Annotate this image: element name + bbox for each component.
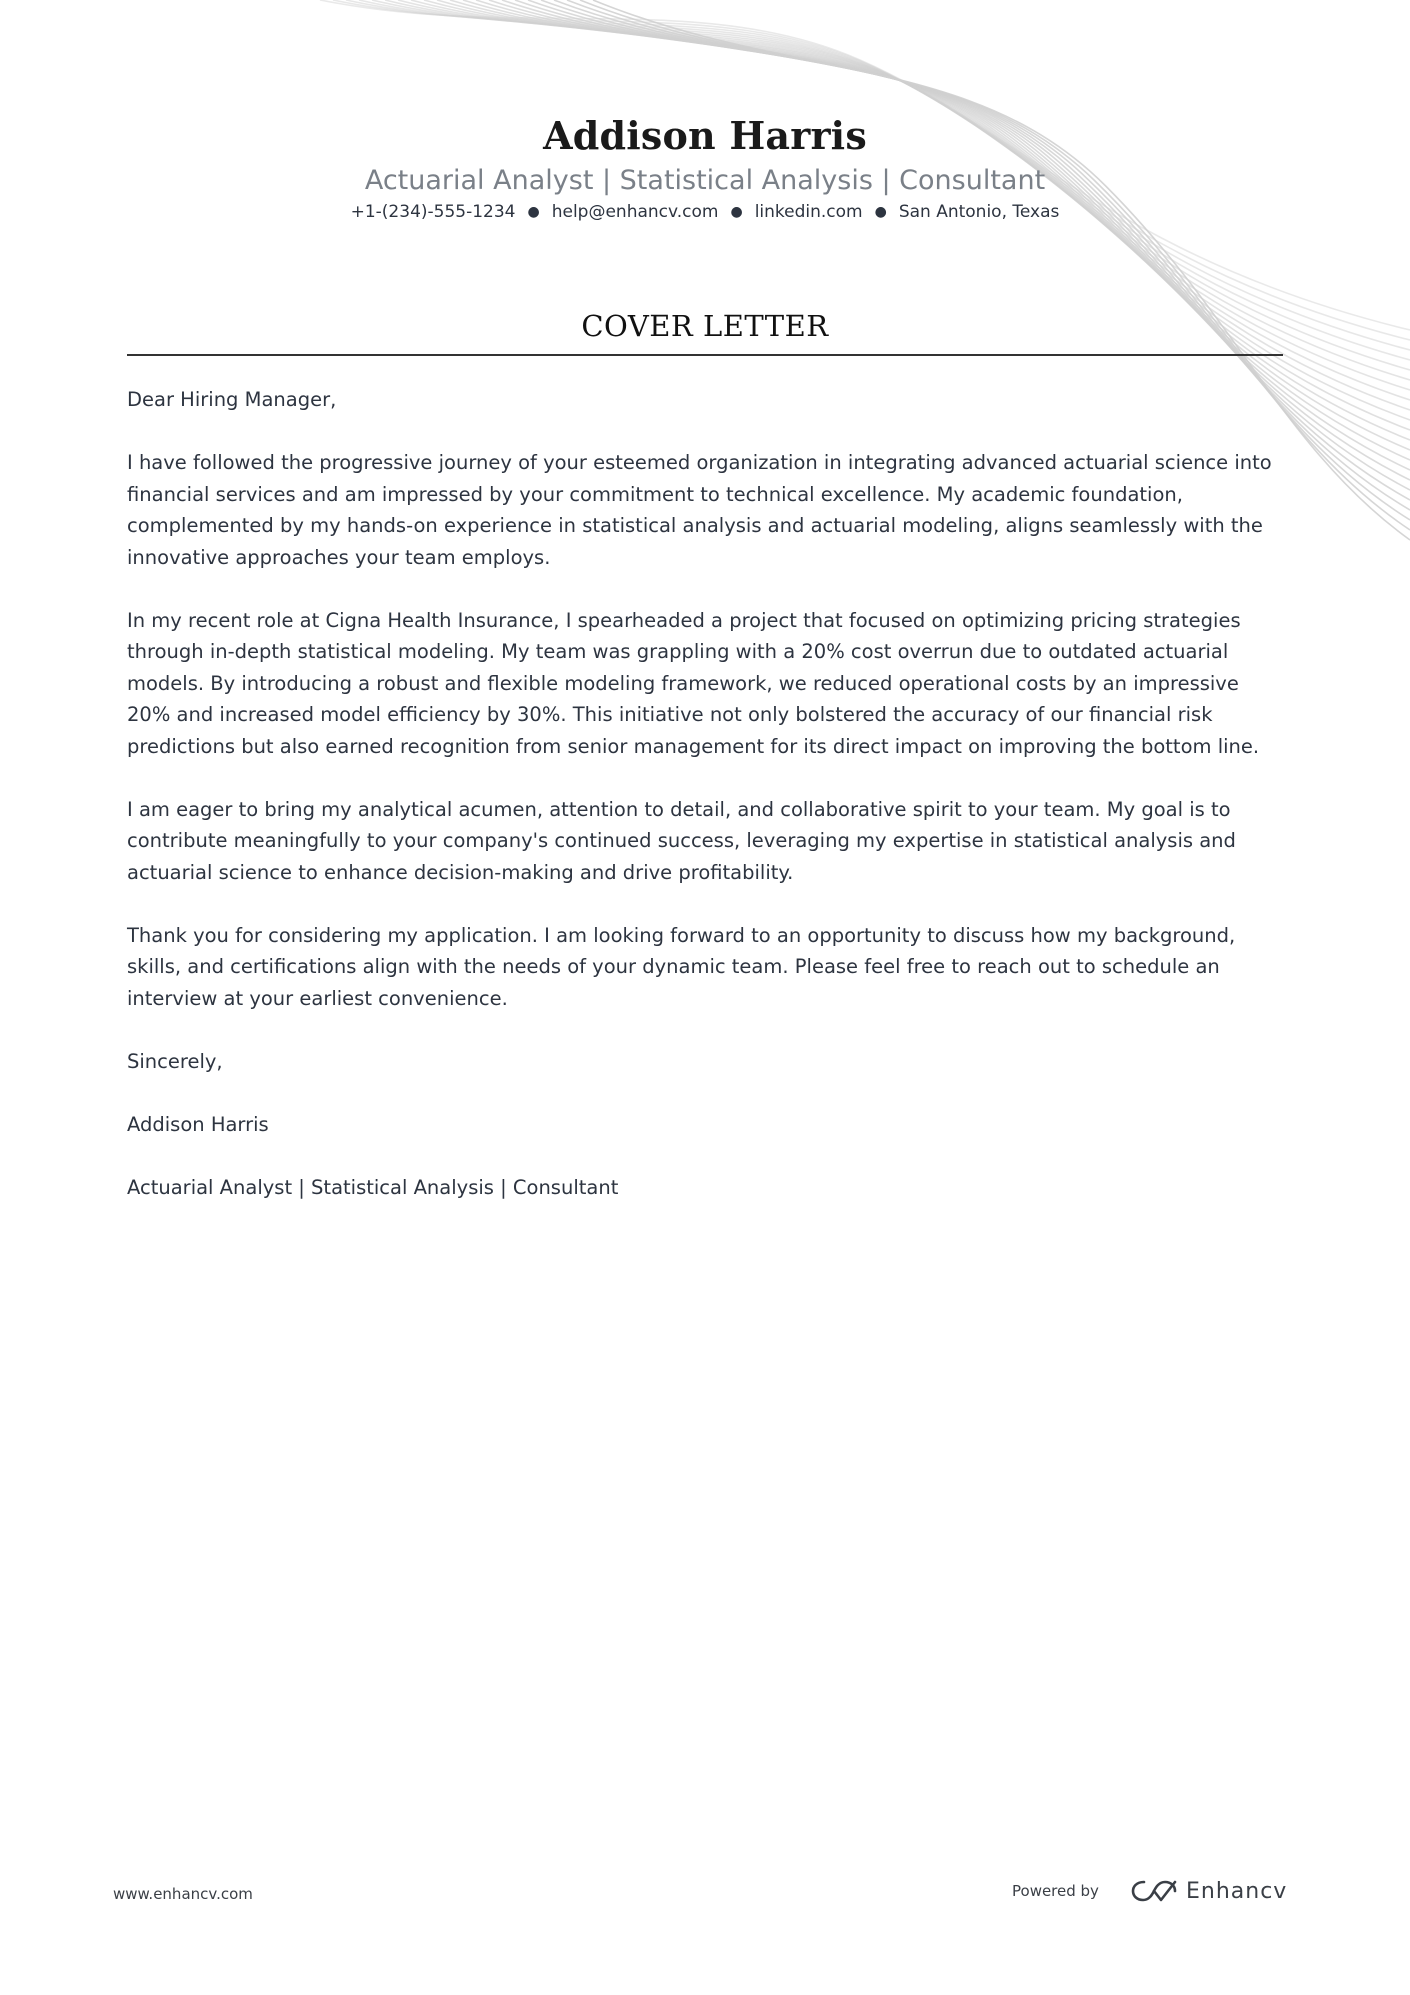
contact-phone: +1-(234)-555-1234 (350, 202, 516, 222)
brand-name: Enhancv (1186, 1878, 1288, 1904)
powered-by-label: Powered by (1012, 1882, 1099, 1900)
applicant-name: Addison Harris (543, 113, 867, 158)
contact-linkedin[interactable]: linkedin.com (754, 202, 863, 222)
section-divider (127, 354, 1283, 356)
separator-dot: ● (527, 204, 540, 220)
footer-website-link[interactable]: www.enhancv.com (113, 1885, 253, 1903)
wave-line (476, 0, 1410, 450)
separator-dot: ● (730, 204, 743, 220)
enhancv-logo-icon (1130, 1878, 1178, 1904)
letter-paragraph: I am eager to bring my analytical acumen, attention to detail, and collaborative spirit to your team. My goal is to contribute meaningfully to your company's continued success, leveraging my expertise in statistical analysis and actuarial science to enhance decision-making and drive profitability. (127, 797, 1236, 884)
letter-greeting: Dear Hiring Manager, (127, 388, 337, 411)
contact-info (0, 200, 1410, 224)
contact-email[interactable]: help@enhancv.com (551, 202, 719, 222)
separator-dot: ● (874, 204, 887, 220)
letter-paragraph: In my recent role at Cigna Health Insurance, I spearheaded a project that focused on optimizing pricing strategies through in-depth statistical modeling. My team was grappling with a 20% cost overrun due to outdated actuarial models. By introducing a robust and flexible modeling framework, we reduced operational costs by an impressive 20% and increased model efficiency by 30%. This initiative not only bolstered the accuracy of our financial risk predictions but also earned recognition from senior management for its direct impact on improving the bottom line. (127, 608, 1260, 758)
letter-header (0, 112, 1410, 224)
contact-location: San Antonio, Texas (898, 202, 1060, 222)
signature-title: Actuarial Analyst | Statistical Analysis | Consultant (127, 1175, 619, 1199)
letter-paragraph: I have followed the progressive journey of your esteemed organization in integrating advanced actuarial science into financial services and am impressed by your commitment to technical excellence. My academic foundation, complemented by my hands-on experience in statistical analysis and actuarial modeling, aligns seamlessly with the innovative approaches your team employs. (127, 451, 1272, 569)
letter-body (127, 384, 1283, 1235)
letter-paragraph: Thank you for considering my application. I am looking forward to an opportunity to discuss how my background, skills, and certifications align with the needs of your dynamic team. Please feel free to reach out to schedule an interview at your earliest convenience. (127, 923, 1236, 1010)
enhancv-brand[interactable] (1130, 1876, 1287, 1906)
applicant-tagline: Actuarial Analyst | Statistical Analysis | Consultant (364, 165, 1046, 196)
section-title: COVER LETTER (581, 309, 829, 343)
letter-closing: Sincerely, (127, 1049, 223, 1073)
signature-name: Addison Harris (127, 1112, 269, 1136)
